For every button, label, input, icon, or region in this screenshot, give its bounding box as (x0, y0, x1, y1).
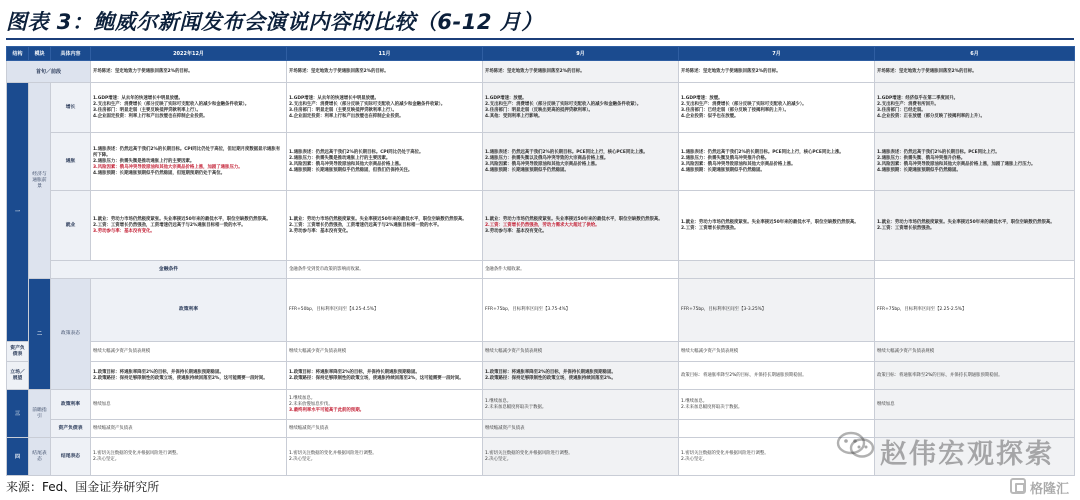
item-label: 增长 (51, 83, 91, 133)
cell-line: 1.政策目标：将通胀率降至2%的目标，并保持长期通胀预期稳固。 (485, 369, 616, 375)
cell-line: 1.通胀表述：仍然远高于我们2%的长期目标。CPI同比仍处于高位。 (289, 149, 424, 155)
cell-line: 3.住房部门：明显走弱（主要反映抵押贷款利率上行）。 (289, 107, 397, 113)
cell-line: 1.继续加息。 (289, 395, 316, 401)
cell-line: 2.工资：工资增长仍然强劲，工资增速仍远高于与2%通胀目标相一致的水平。 (289, 222, 442, 228)
cell-line: 2.工资：工资增长依然强劲。 (877, 225, 935, 231)
figure-header (0, 0, 1080, 40)
cell: 政策目标：将通胀率降至2%的目标，并保持长期通胀预期稳固。 (875, 362, 1075, 390)
cell-line: 3.住房部门：已经走弱。 (877, 107, 926, 113)
cell-line: 1.GDP增速：从去年的快速增长中明显放缓。 (93, 95, 183, 101)
cell: 开场陈述：坚定地致力于使通胀回落至2%的目标。 (679, 61, 875, 83)
cell-line: 4.企业投资：似乎也在放缓。 (681, 113, 739, 119)
cell (287, 362, 483, 390)
cell-line: 2.通胀压力：供需失衡是推动通胀上行的主要因素。 (289, 155, 391, 161)
cell-line: 2.支出和生产：消费增长（部分反映了实际可支配收入的减少）。 (681, 101, 807, 107)
watermark-text: 赵伟宏观探索 (880, 439, 1054, 470)
cell-line: 3.风险因素：俄乌冲突导致原油和其他大宗商品价格上涨。 (681, 161, 796, 167)
header-dec: 2022年12月 (91, 47, 287, 61)
header-sep: 9月 (483, 47, 679, 61)
cell: FFR+75bp，目标利率区间至【3-3.25%】 (679, 279, 875, 342)
cell: 继续大幅减少资产负债表规模 (91, 342, 287, 362)
cell (91, 362, 287, 390)
cell: FFR+50bp，目标利率区间至【4.25-4.5%】 (287, 279, 483, 342)
cell-line: 1.政策目标：将通胀率降至2%的目标，并保持长期通胀预期稳固。 (289, 369, 420, 375)
cell-line: 1.通胀表述：仍然远高于我们2%的长期目标。PCE同比上行，核心PCE同比上涨。 (681, 149, 844, 155)
cell-line: 4.企业投资：正在放缓（部分反映了按揭利率的上升）。 (877, 113, 985, 119)
title-underline (6, 38, 1074, 40)
cell-line: 3.劳动参与率：基本没有变化。 (93, 228, 155, 234)
cell (679, 133, 875, 191)
cell (287, 191, 483, 261)
brand-text: 格隆汇 (1030, 482, 1070, 497)
cell: 开场陈述：坚定地致力于使通胀回落至2%的目标。 (483, 61, 679, 83)
cell (483, 83, 679, 133)
cell-line: 3.住房部门：明显走弱（反映出更高的抵押贷款利率）。 (485, 107, 593, 113)
cell-line: 2.支出和生产：消费增长（部分反映了实际可支配收入的减少和金融条件收紧）。 (289, 101, 446, 107)
section-label: 一 (7, 83, 29, 342)
header-jun: 6月 (875, 47, 1075, 61)
cell-line: 1.密切关注数据的变化并根据风险进行调整。 (289, 450, 377, 456)
cell-line: 2.支出和生产：消费增长（部分反映了实际可支配收入的减少和金融条件收紧）。 (93, 101, 250, 107)
table-row (7, 342, 1075, 362)
module-label: 经济与通胀前景 (29, 83, 51, 279)
section-label: 二 (29, 279, 51, 390)
cell-line: 3.风险因素：俄乌冲突导致原油和其他大宗商品价格上涨。 (289, 161, 404, 167)
cell (483, 362, 679, 390)
cell-line: 1.密切关注数据的变化并根据风险进行调整。 (93, 450, 181, 456)
cell-line: 1.就业：劳动力市场仍然极度紧张。失业率接近50年来的最低水平，职位空缺数仍然很高。 (877, 219, 1055, 225)
cell-line: 3.劳动参与率：基本没有变化。 (289, 228, 351, 234)
cell (875, 133, 1075, 191)
cell-line: 1.通胀表述：仍然远高于我们2%的长期目标。PCE同比上行，核心PCE同比上涨。 (485, 149, 648, 155)
cell (287, 83, 483, 133)
cell: 继续缩减资产负债表 (91, 420, 287, 438)
item-label: 就业 (51, 191, 91, 261)
cell-line: 2.工资：工资增长仍然强劲，工资增速仍远高于与2%通胀目标相一致的水平。 (93, 222, 246, 228)
cell-line: 2.政策路径：保持足够限制性的政策立场，使通胀持续回落至2%。 (485, 375, 616, 381)
cell (287, 133, 483, 191)
cell-line: 3.风险因素：俄乌冲突导致原油和其他大宗商品价格上涨。 (485, 161, 600, 167)
cell (287, 438, 483, 476)
cell-line: 1.政策目标：将通胀率降至2%的目标，并保持长期通胀预期稳固。 (93, 369, 224, 375)
item-label: 政策利率 (91, 279, 287, 342)
brand-logo-icon (1010, 478, 1026, 494)
comparison-table (6, 46, 1075, 476)
table-row (7, 390, 1075, 420)
cell: 继续加息 (91, 390, 287, 420)
cell-line: 2.支出和生产：消费有所回升。 (877, 101, 939, 107)
cell-line: 2.决心坚定。 (681, 456, 708, 462)
cell: 金融条件大幅收紧。 (483, 261, 679, 279)
cell (483, 390, 679, 420)
cell-line: 4.通胀预期：长期通胀预期似乎仍然稳固。 (485, 167, 569, 173)
cell (91, 438, 287, 476)
cell-line: 2.未来加息幅度将取决于数据。 (485, 404, 547, 410)
cell-line: 2.决心坚定。 (289, 456, 316, 462)
cell-line: 1.GDP增速：放缓。 (485, 95, 527, 101)
table-row (7, 83, 1075, 133)
cell: 继续缩减资产负债表 (287, 420, 483, 438)
cell-line: 1.就业：劳动力市场仍然极度紧张。失业率接近50年来的最低水平，职位空缺数仍然很高。 (681, 219, 859, 225)
cell-line: 4.企业固定投资：利率上行和产出放缓也在抑制企业投资。 (93, 113, 208, 119)
cell: 开场陈述：坚定地致力于使通胀回落至2%的目标。 (287, 61, 483, 83)
cell-line: 1.继续加息。 (681, 398, 708, 404)
cell-line: 2.政策路径：保持足够限制性的政策立场，使通胀持续回落至2%，这可能需要一段时间。 (93, 375, 268, 381)
cell (679, 191, 875, 261)
cell-line: 1.GDP增速：放缓。 (681, 95, 723, 101)
cell: FFR+75bp，目标利率区间至【2.25-2.5%】 (875, 279, 1075, 342)
watermark (836, 426, 1052, 470)
cell-line: 2.工资：工资增长仍然强劲，劳动力需求大大超过了供给。 (485, 222, 600, 228)
cell-line: 2.未来加息幅度将取决于数据。 (681, 404, 743, 410)
cell (875, 83, 1075, 133)
table-row (7, 61, 1075, 83)
table-row (7, 261, 1075, 279)
cell-line: 2.通胀压力：供需失衡及俄乌冲突推升价格。 (681, 155, 770, 161)
cell-line: 3.风险因素：俄乌冲突导致原油和其他大宗商品价格上涨，加剧了通胀压力。 (93, 164, 243, 170)
cell: 继续大幅减少资产负债表规模 (875, 342, 1075, 362)
cell-line: 2.决心坚定。 (485, 456, 512, 462)
module-label: 结尾表态 (29, 438, 51, 476)
cell-line: 1.就业：劳动力市场仍然极度紧张。失业率接近50年来的最低水平，职位空缺数仍然很高。 (93, 216, 271, 222)
cell-line: 1.就业：劳动力市场仍然极度紧张。失业率接近50年来的最低水平，职位空缺数仍然很高。 (485, 216, 663, 222)
header-jul: 7月 (679, 47, 875, 61)
cell-line: 1.GDP增速：从去年的快速增长中明显放缓。 (289, 95, 379, 101)
item-label: 资产负债表 (51, 420, 91, 438)
cell-line: 2.未来放慢加息步伐。 (289, 401, 333, 407)
brand-mark (1010, 476, 1080, 496)
item-label: 金融条件 (51, 261, 287, 279)
header-nov: 11月 (287, 47, 483, 61)
comparison-table-wrapper (6, 46, 1074, 470)
section-label: 三 (7, 390, 29, 438)
table-row (7, 191, 1075, 261)
module-label: 政策表态 (51, 279, 91, 390)
cell (875, 261, 1075, 279)
cell (679, 83, 875, 133)
cell (91, 83, 287, 133)
cell-line: 2.政策路径：保持足够限制性的政策立场，使通胀持续回落至2%，这可能需要一段时间。 (289, 375, 464, 381)
cell-line: 3.风险因素：俄乌冲突导致原油和其他大宗商品价格上涨，加剧了通胀上行压力。 (877, 161, 1036, 167)
cell-line: 3.住房部门：明显走弱（主要反映抵押贷款利率上行）。 (93, 107, 201, 113)
table-row (7, 362, 1075, 390)
cell: 继续加息 (875, 390, 1075, 420)
item-label: 资产负债表 (7, 342, 29, 362)
module-label: 前瞻指引 (29, 390, 51, 438)
cell: 继续缩减资产负债表 (483, 420, 679, 438)
item-label: 结尾表态 (51, 438, 91, 476)
cell: FFR+75bp，目标利率区间至【3.75-4%】 (483, 279, 679, 342)
table-row (7, 279, 1075, 342)
cell: 开场陈述：坚定地致力于使通胀回落至2%的目标。 (875, 61, 1075, 83)
cell: 政策目标：将通胀率降至2%的目标，并保持长期通胀预期稳固。 (679, 362, 875, 390)
cell-line: 1.就业：劳动力市场仍然极度紧张。失业率接近50年来的最低水平，职位空缺数仍然很高。 (289, 216, 467, 222)
cell: 金融条件受到货币政策的影响而收紧。 (287, 261, 483, 279)
cell-line: 1.继续加息。 (485, 398, 512, 404)
cell: 继续大幅减少资产负债表规模 (483, 342, 679, 362)
wechat-icon (836, 430, 876, 460)
cell-line: 3.劳动参与率：基本没有变化。 (485, 228, 547, 234)
header-section: 结构 (7, 47, 29, 61)
cell-line: 2.通胀压力：供需失衡、俄乌冲突推升价格。 (877, 155, 966, 161)
table-row (7, 133, 1075, 191)
row-label-intro: 首句／前段 (7, 61, 91, 83)
cell (91, 191, 287, 261)
item-label: 立场／展望 (7, 362, 29, 390)
cell (287, 390, 483, 420)
header-module: 模块 (29, 47, 51, 61)
cell-line: 2.通胀压力：供需失衡以及俄乌冲突导致的大宗商品价格上涨。 (485, 155, 609, 161)
cell-line: 4.通胀预期：长期通胀预期似乎仍然稳固。 (681, 167, 765, 173)
cell (679, 390, 875, 420)
section-label: 四 (7, 438, 29, 476)
cell-line: 1.密切关注数据的变化并根据风险进行调整。 (485, 450, 573, 456)
cell-line: 2.决心坚定。 (93, 456, 120, 462)
cell-line: 1.密切关注数据的变化并根据风险进行调整。 (681, 450, 769, 456)
cell-line: 1.GDP增速：经济似乎在第二季度回升。 (877, 95, 959, 101)
item-label: 政策利率 (51, 390, 91, 420)
cell: 继续大幅减少资产负债表规模 (679, 342, 875, 362)
cell-line: 1.通胀表述：仍然远高于我们2%的长期目标。PCE同比上行。 (877, 149, 1000, 155)
cell-line: 2.工资：工资增长依然强劲。 (681, 225, 739, 231)
cell-line: 4.通胀预期：长期通胀预期似乎仍然稳固，但短期预期仍处于高位。 (93, 170, 226, 176)
cell (91, 133, 287, 191)
source-note: 来源：Fed、国金证券研究所 (6, 480, 160, 494)
cell-line: 4.其他：受到利率上行影响。 (485, 113, 543, 119)
cell-line: 3.最终利率水平可能高于此前的预期。 (289, 407, 364, 413)
cell (483, 438, 679, 476)
cell (679, 261, 875, 279)
cell (875, 191, 1075, 261)
cell-line: 1.通胀表述：仍然远高于我们2%的长期目标。CPI同比仍处于高位，但近期月度数据显示通胀有所下降。 (93, 146, 281, 158)
cell (483, 191, 679, 261)
cell (483, 133, 679, 191)
cell-line: 4.通胀预期：长期通胀预期似乎仍然稳固。 (877, 167, 961, 173)
header-item: 具体内容 (51, 47, 91, 61)
table-header-row (7, 47, 1075, 61)
cell-line: 4.企业固定投资：利率上行和产出放缓也在抑制企业投资。 (289, 113, 404, 119)
cell: 继续大幅减少资产负债表规模 (287, 342, 483, 362)
cell-line: 2.支出和生产：消费增长（部分反映了实际可支配收入的减少和金融条件收紧）。 (485, 101, 642, 107)
cell-line: 4.通胀预期：长期通胀预期似乎仍然稳固，但我们仍保持关注。 (289, 167, 413, 173)
cell: 开场陈述：坚定地致力于使通胀回落至2%的目标。 (91, 61, 287, 83)
cell-line: 2.通胀压力：供需失衡是推动通胀上行的主要因素。 (93, 158, 195, 164)
figure-title: 图表 3：鲍威尔新闻发布会演说内容的比较（6-12 月） (6, 10, 543, 34)
item-label: 通胀 (51, 133, 91, 191)
cell-line: 3.住房部门：已经走弱（部分反映了按揭利率的上升）。 (681, 107, 789, 113)
